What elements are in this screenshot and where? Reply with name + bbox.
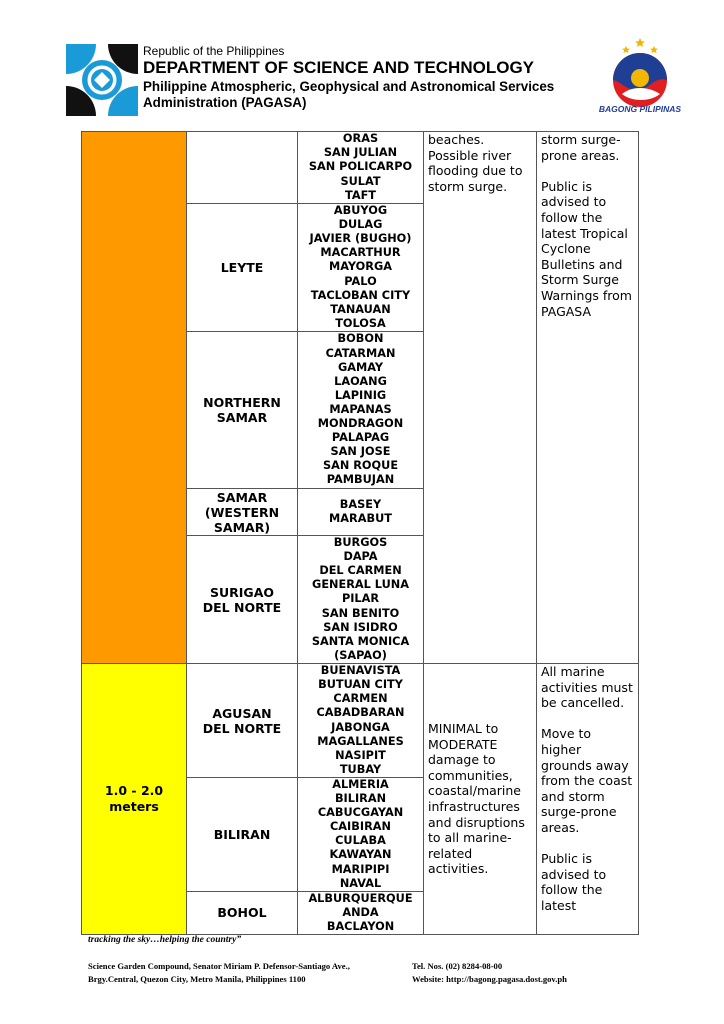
level-cell-orange: [82, 132, 187, 664]
storm-surge-table: [81, 131, 639, 935]
municipality-list: ABUYOG DULAG JAVIER (BUGHO) MACARTHUR MAYORGA PALO TACLOBAN CITY TANAUAN TOLOSA: [298, 204, 424, 332]
municipality-list: ALBURQUERQUE ANDA BACLAYON: [298, 891, 424, 934]
municipality-list: ALMERIA BILIRAN CABUCGAYAN CAIBIRAN CULABA KAWAYAN MARIPIPI NAVAL: [298, 778, 424, 892]
impact-cell: MINIMAL to MODERATE damage to communities, coastal/marine infrastructures and disruptions to all marine-related activities.: [424, 664, 537, 935]
municipality-list: BURGOS DAPA DEL CARMEN GENERAL LUNA PILAR SAN BENITO SAN ISIDRO SANTA MONICA (SAPAO): [298, 536, 424, 664]
province-cell: SURIGAO DEL NORTE: [187, 536, 298, 664]
province-cell: [187, 132, 298, 204]
dost-logo-icon: [66, 44, 138, 116]
province-cell: BILIRAN: [187, 778, 298, 892]
bagong-pilipinas-label: BAGONG PILIPINAS: [598, 104, 682, 114]
action-cell: storm surge-prone areas. Public is advised to follow the latest Tropical Cyclone Bulletins and Storm Surge Warnings from PAGASA: [537, 132, 639, 664]
municipality-list: BOBON CATARMAN GAMAY LAOANG LAPINIG MAPANAS MONDRAGON PALAPAG SAN JOSE SAN ROQUE PAMBUJAN: [298, 332, 424, 489]
province-cell: BOHOL: [187, 891, 298, 934]
address-line-2: Brgy.Central, Quezon City, Metro Manila, Philippines 1100: [88, 974, 306, 984]
impact-cell: beaches. Possible river flooding due to storm surge.: [424, 132, 537, 664]
telephone: Tel. Nos. (02) 8284-08-00: [412, 961, 503, 971]
action-cell: All marine activities must be cancelled. Move to higher grounds away from the coast and storm surge-prone areas. Public is advised to follow the latest: [537, 664, 639, 935]
province-cell: AGUSAN DEL NORTE: [187, 664, 298, 778]
agency-name: Philippine Atmospheric, Geophysical and Astronomical Services Administration (PAGASA): [143, 79, 555, 110]
letterhead: [0, 0, 724, 125]
province-cell: LEYTE: [187, 204, 298, 332]
municipality-list: BUENAVISTA BUTUAN CITY CARMEN CABADBARAN JABONGA MAGALLANES NASIPIT TUBAY: [298, 664, 424, 778]
republic-label: Republic of the Philippines: [143, 44, 285, 58]
level-cell-yellow: 1.0 - 2.0 meters: [82, 664, 187, 935]
province-cell: NORTHERN SAMAR: [187, 332, 298, 489]
website: Website: http://bagong.pagasa.dost.gov.ph: [412, 974, 567, 984]
municipality-list: ORAS SAN JULIAN SAN POLICARPO SULAT TAFT: [298, 132, 424, 204]
province-cell: SAMAR (WESTERN SAMAR): [187, 489, 298, 536]
address-line-1: Science Garden Compound, Senator Miriam P. Defensor-Santiago Ave.,: [88, 961, 350, 971]
municipality-list: BASEY MARABUT: [298, 489, 424, 536]
department-title: DEPARTMENT OF SCIENCE AND TECHNOLOGY: [143, 58, 535, 77]
tagline: tracking the sky…helping the country”: [88, 935, 242, 945]
